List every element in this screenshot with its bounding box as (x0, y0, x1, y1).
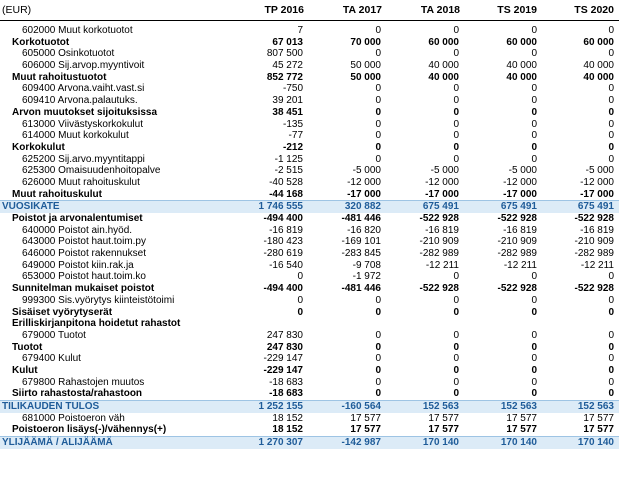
row-value: 45 272 (272, 60, 303, 72)
row-value: -160 564 (341, 401, 381, 412)
row-value: -522 928 (574, 213, 614, 224)
table-row (0, 213, 619, 225)
row-value: 17 577 (583, 424, 614, 436)
row-value: 0 (375, 48, 381, 60)
row-label: Sunnitelman mukaiset poistot (12, 283, 155, 295)
column-header: TS 2020 (574, 4, 614, 16)
row-value: 0 (453, 118, 459, 130)
row-value: -282 989 (419, 248, 459, 260)
row-value: -1 125 (274, 153, 303, 165)
row-value: 50 000 (350, 71, 381, 83)
row-value: 0 (375, 83, 381, 95)
table-row (0, 48, 619, 60)
row-value: 0 (531, 130, 537, 142)
table-row (0, 165, 619, 177)
row-value: 0 (608, 329, 614, 341)
row-value: 0 (375, 306, 381, 318)
row-label: Poistoeron lisäys(-)/vähennys(+) (12, 424, 167, 436)
row-value: 152 563 (500, 401, 537, 412)
row-value: 0 (531, 106, 537, 118)
row-value: 0 (453, 95, 459, 107)
row-value: 0 (453, 376, 459, 388)
row-value: 0 (297, 306, 303, 318)
row-value: 0 (531, 353, 537, 365)
row-value: 0 (531, 118, 537, 130)
row-label: TILIKAUDEN TULOS (2, 401, 100, 412)
row-value: 0 (375, 130, 381, 142)
row-value: -12 000 (503, 176, 537, 188)
row-value: 0 (453, 271, 459, 283)
row-label: YLIJÄÄMÄ / ALIJÄÄMÄ (2, 437, 113, 449)
row-value: 17 577 (506, 412, 537, 424)
table-row (0, 189, 619, 201)
table-body (0, 25, 619, 449)
table-row (0, 154, 619, 166)
table-row (0, 388, 619, 400)
row-value: 0 (297, 271, 303, 283)
row-value: 0 (453, 294, 459, 306)
table-row (0, 318, 619, 330)
row-value: 0 (608, 106, 614, 118)
row-value: 0 (531, 25, 537, 36)
row-value: 0 (531, 306, 537, 318)
table-row (0, 365, 619, 377)
row-label: 649000 Poistot kiin.rak.ja (22, 259, 134, 271)
row-value: 0 (608, 130, 614, 142)
row-value: -17 000 (425, 188, 459, 200)
row-value: 247 830 (266, 341, 303, 353)
row-value: 0 (375, 25, 381, 36)
row-value: 0 (608, 153, 614, 165)
row-label: 681000 Poistoeron väh (22, 412, 125, 424)
row-value: -12 000 (580, 176, 614, 188)
row-value: 0 (453, 83, 459, 95)
row-value: 18 152 (272, 412, 303, 424)
row-value: 0 (375, 106, 381, 118)
row-value: 0 (453, 130, 459, 142)
row-value: 0 (375, 329, 381, 341)
row-value: -1 972 (352, 271, 381, 283)
row-value: -5 000 (585, 165, 614, 177)
row-label: Kulut (12, 364, 38, 376)
row-label: 613000 Viivästyskorkokulut (22, 118, 143, 130)
row-value: 0 (608, 364, 614, 376)
row-value: 1 252 155 (258, 401, 303, 412)
table-row (0, 119, 619, 131)
row-value: 0 (531, 141, 537, 153)
row-value: 152 563 (422, 401, 459, 412)
row-value: 0 (531, 341, 537, 353)
row-value: 0 (375, 388, 381, 400)
table-row (0, 260, 619, 272)
row-value: 170 140 (577, 437, 614, 449)
row-label: VUOSIKATE (2, 201, 60, 213)
row-value: 1 270 307 (258, 437, 303, 449)
row-value: 7 (297, 25, 303, 36)
row-value: -5 000 (508, 165, 537, 177)
row-value: 0 (375, 376, 381, 388)
row-value: -44 168 (269, 188, 303, 200)
row-value: -522 928 (497, 213, 537, 224)
row-value: 0 (608, 95, 614, 107)
row-value: -16 820 (347, 224, 381, 236)
row-label: 999300 Sis.vyörytys kiinteistötoimi (22, 294, 175, 306)
row-value: -210 909 (497, 236, 537, 248)
row-value: 0 (608, 118, 614, 130)
row-value: 17 577 (506, 424, 537, 436)
row-value: -77 (288, 130, 303, 142)
table-row (0, 342, 619, 354)
row-value: 0 (531, 95, 537, 107)
row-label: 609400 Arvona.vaiht.vast.si (22, 83, 145, 95)
table-row (0, 130, 619, 142)
row-value: -12 000 (347, 176, 381, 188)
row-value: 17 577 (350, 424, 381, 436)
row-value: 0 (375, 95, 381, 107)
row-value: 0 (375, 118, 381, 130)
row-value: -750 (282, 83, 303, 95)
unit-label: (EUR) (2, 4, 32, 16)
table-row (0, 353, 619, 365)
row-label: Poistot ja arvonalentumiset (12, 213, 143, 224)
row-label: 605000 Osinkotuotot (22, 48, 115, 60)
row-value: 0 (453, 48, 459, 60)
column-header: TA 2018 (420, 4, 460, 16)
row-value: -17 000 (580, 188, 614, 200)
row-value: -229 147 (263, 364, 303, 376)
table-row (0, 177, 619, 189)
row-value: -16 819 (425, 224, 459, 236)
row-value: 17 577 (428, 412, 459, 424)
row-value: -494 400 (263, 213, 303, 224)
row-value: 17 577 (583, 412, 614, 424)
row-value: 40 000 (506, 71, 537, 83)
row-value: 0 (531, 48, 537, 60)
row-value: -18 683 (269, 388, 303, 400)
table-row (0, 142, 619, 154)
row-value: -282 989 (497, 248, 537, 260)
row-value: -280 619 (263, 248, 303, 260)
table-row (0, 225, 619, 237)
row-value: 675 491 (577, 201, 614, 213)
row-value: -522 928 (574, 283, 614, 295)
row-value: 0 (531, 388, 537, 400)
row-label: 606000 Sij.arvop.myyntivoit (22, 60, 145, 72)
row-value: -17 000 (503, 188, 537, 200)
row-value: -481 446 (341, 213, 381, 224)
table-row (0, 283, 619, 295)
row-value: -142 987 (341, 437, 381, 449)
row-label: Arvon muutokset sijoituksissa (12, 106, 158, 118)
table-row (0, 330, 619, 342)
row-value: 0 (375, 341, 381, 353)
row-value: 170 140 (500, 437, 537, 449)
column-header: TA 2017 (342, 4, 382, 16)
row-value: -210 909 (419, 236, 459, 248)
row-value: 170 140 (422, 437, 459, 449)
row-value: 0 (608, 141, 614, 153)
row-value: 0 (375, 353, 381, 365)
row-value: -12 211 (425, 259, 459, 271)
row-value: 0 (608, 25, 614, 36)
row-value: 0 (453, 141, 459, 153)
row-value: -40 528 (269, 176, 303, 188)
row-value: 0 (531, 83, 537, 95)
row-value: 0 (375, 294, 381, 306)
table-row (0, 95, 619, 107)
table-row (0, 295, 619, 307)
row-label: 602000 Muut korkotuotot (22, 25, 133, 36)
row-value: 60 000 (428, 36, 459, 48)
table-row (0, 248, 619, 260)
row-value: 0 (453, 106, 459, 118)
row-value: -17 000 (347, 188, 381, 200)
row-value: 0 (453, 153, 459, 165)
column-header: TP 2016 (264, 4, 304, 16)
row-label: 679400 Kulut (22, 353, 81, 365)
row-label: 643000 Poistot haut.toim.py (22, 236, 146, 248)
row-value: 0 (531, 271, 537, 283)
row-value: -2 515 (274, 165, 303, 177)
row-value: 40 000 (428, 60, 459, 72)
row-label: Tuotot (12, 341, 43, 353)
row-value: 0 (453, 306, 459, 318)
row-value: 0 (531, 153, 537, 165)
row-value: -522 928 (419, 283, 459, 295)
row-value: -5 000 (352, 165, 381, 177)
row-value: 17 577 (350, 412, 381, 424)
row-label: 646000 Poistot rakennukset (22, 248, 146, 260)
row-label: Muut rahoitustuotot (12, 71, 107, 83)
table-row (0, 200, 619, 213)
row-value: -481 446 (341, 283, 381, 295)
row-value: 0 (375, 141, 381, 153)
row-label: 614000 Muut korkokulut (22, 130, 129, 142)
row-value: 0 (608, 294, 614, 306)
row-value: -135 (282, 118, 303, 130)
row-label: 609410 Arvona.palautuks. (22, 95, 138, 107)
row-value: 0 (531, 329, 537, 341)
table-row (0, 72, 619, 84)
row-value: 40 000 (583, 60, 614, 72)
row-value: -522 928 (497, 283, 537, 295)
row-value: 0 (297, 294, 303, 306)
row-value: -522 928 (419, 213, 459, 224)
row-value: 40 000 (583, 71, 614, 83)
row-value: -5 000 (430, 165, 459, 177)
row-value: 675 491 (500, 201, 537, 213)
row-value: 0 (453, 388, 459, 400)
row-value: -169 101 (341, 236, 381, 248)
table-row (0, 271, 619, 283)
row-value: -494 400 (263, 283, 303, 295)
row-value: -16 819 (503, 224, 537, 236)
row-value: -9 708 (352, 259, 381, 271)
row-label: 679000 Tuotot (22, 329, 86, 341)
row-value: -12 211 (580, 259, 614, 271)
row-value: 60 000 (583, 36, 614, 48)
row-value: 0 (375, 153, 381, 165)
row-value: 50 000 (350, 60, 381, 72)
row-value: 0 (375, 364, 381, 376)
table-row (0, 25, 619, 37)
row-value: -18 683 (269, 376, 303, 388)
row-value: 39 201 (272, 95, 303, 107)
row-value: 0 (453, 353, 459, 365)
row-label: 626000 Muut rahoituskulut (22, 176, 140, 188)
row-label: 640000 Poistot ain.hyöd. (22, 224, 133, 236)
row-value: 247 830 (266, 329, 303, 341)
row-value: -16 819 (269, 224, 303, 236)
row-value: 18 152 (272, 424, 303, 436)
row-value: 0 (453, 25, 459, 36)
table-row (0, 424, 619, 436)
row-label: Erilliskirjanpitona hoidetut rahastot (12, 318, 181, 330)
row-value: -16 540 (269, 259, 303, 271)
row-value: 38 451 (272, 106, 303, 118)
table-row (0, 377, 619, 389)
row-value: 320 882 (344, 201, 381, 213)
row-value: 0 (453, 364, 459, 376)
table-row (0, 413, 619, 425)
row-value: 0 (608, 388, 614, 400)
table-row (0, 107, 619, 119)
row-value: 0 (608, 271, 614, 283)
table-row (0, 400, 619, 413)
row-value: 17 577 (428, 424, 459, 436)
row-value: 152 563 (577, 401, 614, 412)
row-value: 60 000 (506, 36, 537, 48)
row-value: 40 000 (506, 60, 537, 72)
row-value: -16 819 (580, 224, 614, 236)
row-value: 0 (531, 376, 537, 388)
row-value: 0 (608, 83, 614, 95)
table-row (0, 307, 619, 319)
row-value: 852 772 (266, 71, 303, 83)
row-value: 0 (531, 364, 537, 376)
row-label: 653000 Poistot haut.toim.ko (22, 271, 146, 283)
row-value: -12 000 (425, 176, 459, 188)
row-value: 1 746 555 (258, 201, 303, 213)
row-label: Muut rahoituskulut (12, 188, 102, 200)
row-value: 70 000 (350, 36, 381, 48)
row-value: -283 845 (341, 248, 381, 260)
table-header (0, 0, 619, 21)
row-value: 40 000 (428, 71, 459, 83)
row-value: 0 (608, 376, 614, 388)
table-row (0, 37, 619, 49)
column-header: TS 2019 (497, 4, 537, 16)
row-label: Korkotuotot (12, 36, 70, 48)
table-row (0, 83, 619, 95)
row-value: 807 500 (266, 48, 303, 60)
row-label: 625300 Omaisuudenhoitopalve (22, 165, 161, 177)
table-row (0, 236, 619, 248)
row-value: -229 147 (263, 353, 303, 365)
row-value: 0 (608, 48, 614, 60)
row-label: 679800 Rahastojen muutos (22, 376, 145, 388)
row-label: Siirto rahastosta/rahastoon (12, 388, 143, 400)
row-value: -210 909 (574, 236, 614, 248)
table-row (0, 436, 619, 449)
row-value: -180 423 (263, 236, 303, 248)
row-value: -282 989 (574, 248, 614, 260)
row-value: 0 (608, 306, 614, 318)
row-value: 0 (608, 341, 614, 353)
row-value: 67 013 (272, 36, 303, 48)
row-value: 0 (608, 353, 614, 365)
row-label: Sisäiset vyörytyserät (12, 306, 113, 318)
row-value: -12 211 (503, 259, 537, 271)
row-label: 625200 Sij.arvo.myyntitappi (22, 153, 145, 165)
row-value: 0 (531, 294, 537, 306)
row-value: 675 491 (422, 201, 459, 213)
table-row (0, 60, 619, 72)
row-label: Korkokulut (12, 141, 65, 153)
row-value: -212 (282, 141, 303, 153)
row-value: 0 (453, 341, 459, 353)
row-value: 0 (453, 329, 459, 341)
